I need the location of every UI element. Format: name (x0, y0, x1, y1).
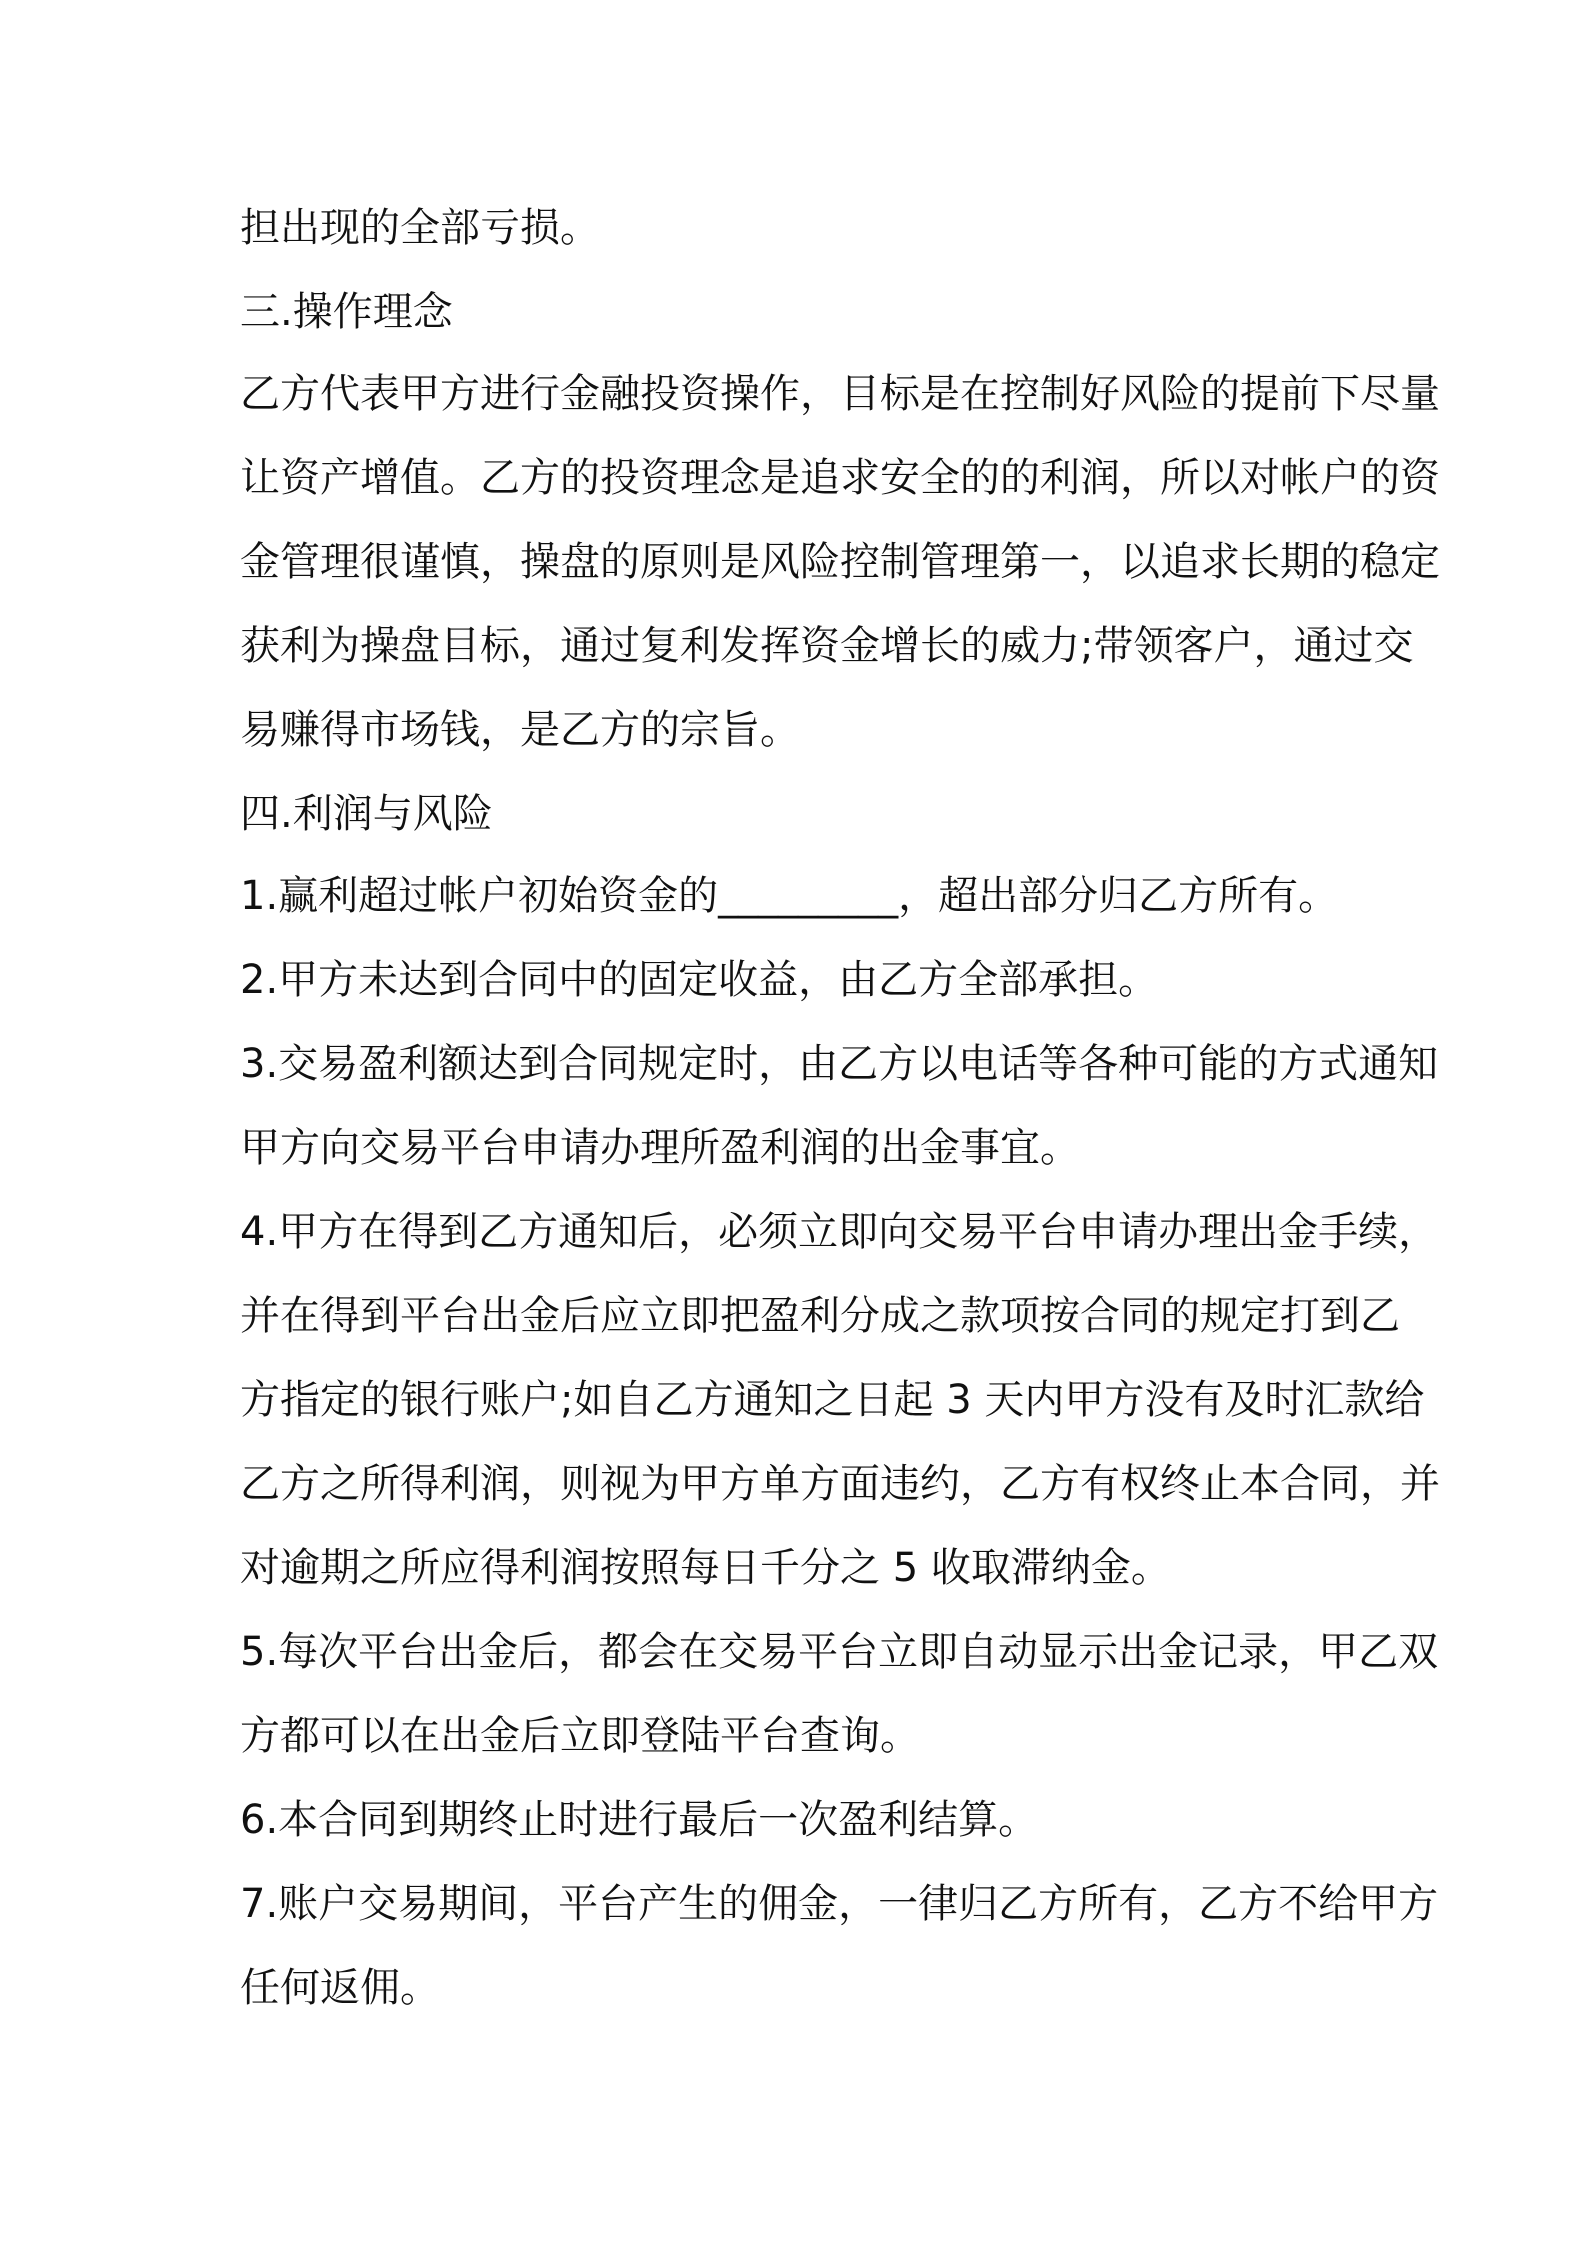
paragraph-line: 金管理很谨慎，操盘的原则是风险控制管理第一，以追求长期的稳定 (240, 539, 1440, 585)
clause-7-cont: 任何返佣。 (240, 1965, 440, 2011)
paragraph-line: 让资产增值。乙方的投资理念是追求安全的的利润，所以对帐户的资 (240, 455, 1440, 501)
clause-2: 2.甲方未达到合同中的固定收益，由乙方全部承担。 (240, 957, 1159, 1003)
clause-4-cont: 乙方之所得利润，则视为甲方单方面违约，乙方有权终止本合同，并 (240, 1461, 1440, 1507)
paragraph-line: 易赚得市场钱，是乙方的宗旨。 (240, 707, 800, 753)
section-heading-operation-philosophy: 三.操作理念 (240, 289, 453, 335)
clause-3-cont: 甲方向交易平台申请办理所盈利润的出金事宜。 (240, 1125, 1080, 1171)
section-heading-profit-risk: 四.利润与风险 (240, 791, 493, 837)
clause-4-cont: 方指定的银行账户;如自乙方通知之日起 3 天内甲方没有及时汇款给 (240, 1377, 1425, 1423)
clause-5: 5.每次平台出金后，都会在交易平台立即自动显示出金记录，甲乙双 (240, 1629, 1439, 1675)
clause-7: 7.账户交易期间，平台产生的佣金，一律归乙方所有，乙方不给甲方 (240, 1881, 1439, 1927)
clause-1: 1.赢利超过帐户初始资金的_________，超出部分归乙方所有。 (240, 873, 1339, 919)
clause-3: 3.交易盈利额达到合同规定时，由乙方以电话等各种可能的方式通知 (240, 1041, 1439, 1087)
text-line-continuation: 担出现的全部亏损。 (240, 205, 600, 251)
clause-4-cont: 并在得到平台出金后应立即把盈利分成之款项按合同的规定打到乙 (240, 1293, 1400, 1339)
clause-4-cont: 对逾期之所应得利润按照每日千分之 5 收取滞纳金。 (240, 1545, 1171, 1591)
clause-4: 4.甲方在得到乙方通知后，必须立即向交易平台申请办理出金手续， (240, 1209, 1439, 1255)
clause-5-cont: 方都可以在出金后立即登陆平台查询。 (240, 1713, 920, 1759)
paragraph-line: 乙方代表甲方进行金融投资操作，目标是在控制好风险的提前下尽量 (240, 371, 1440, 417)
clause-6: 6.本合同到期终止时进行最后一次盈利结算。 (240, 1797, 1039, 1843)
paragraph-line: 获利为操盘目标，通过复利发挥资金增长的威力;带领客户，通过交 (240, 623, 1414, 669)
